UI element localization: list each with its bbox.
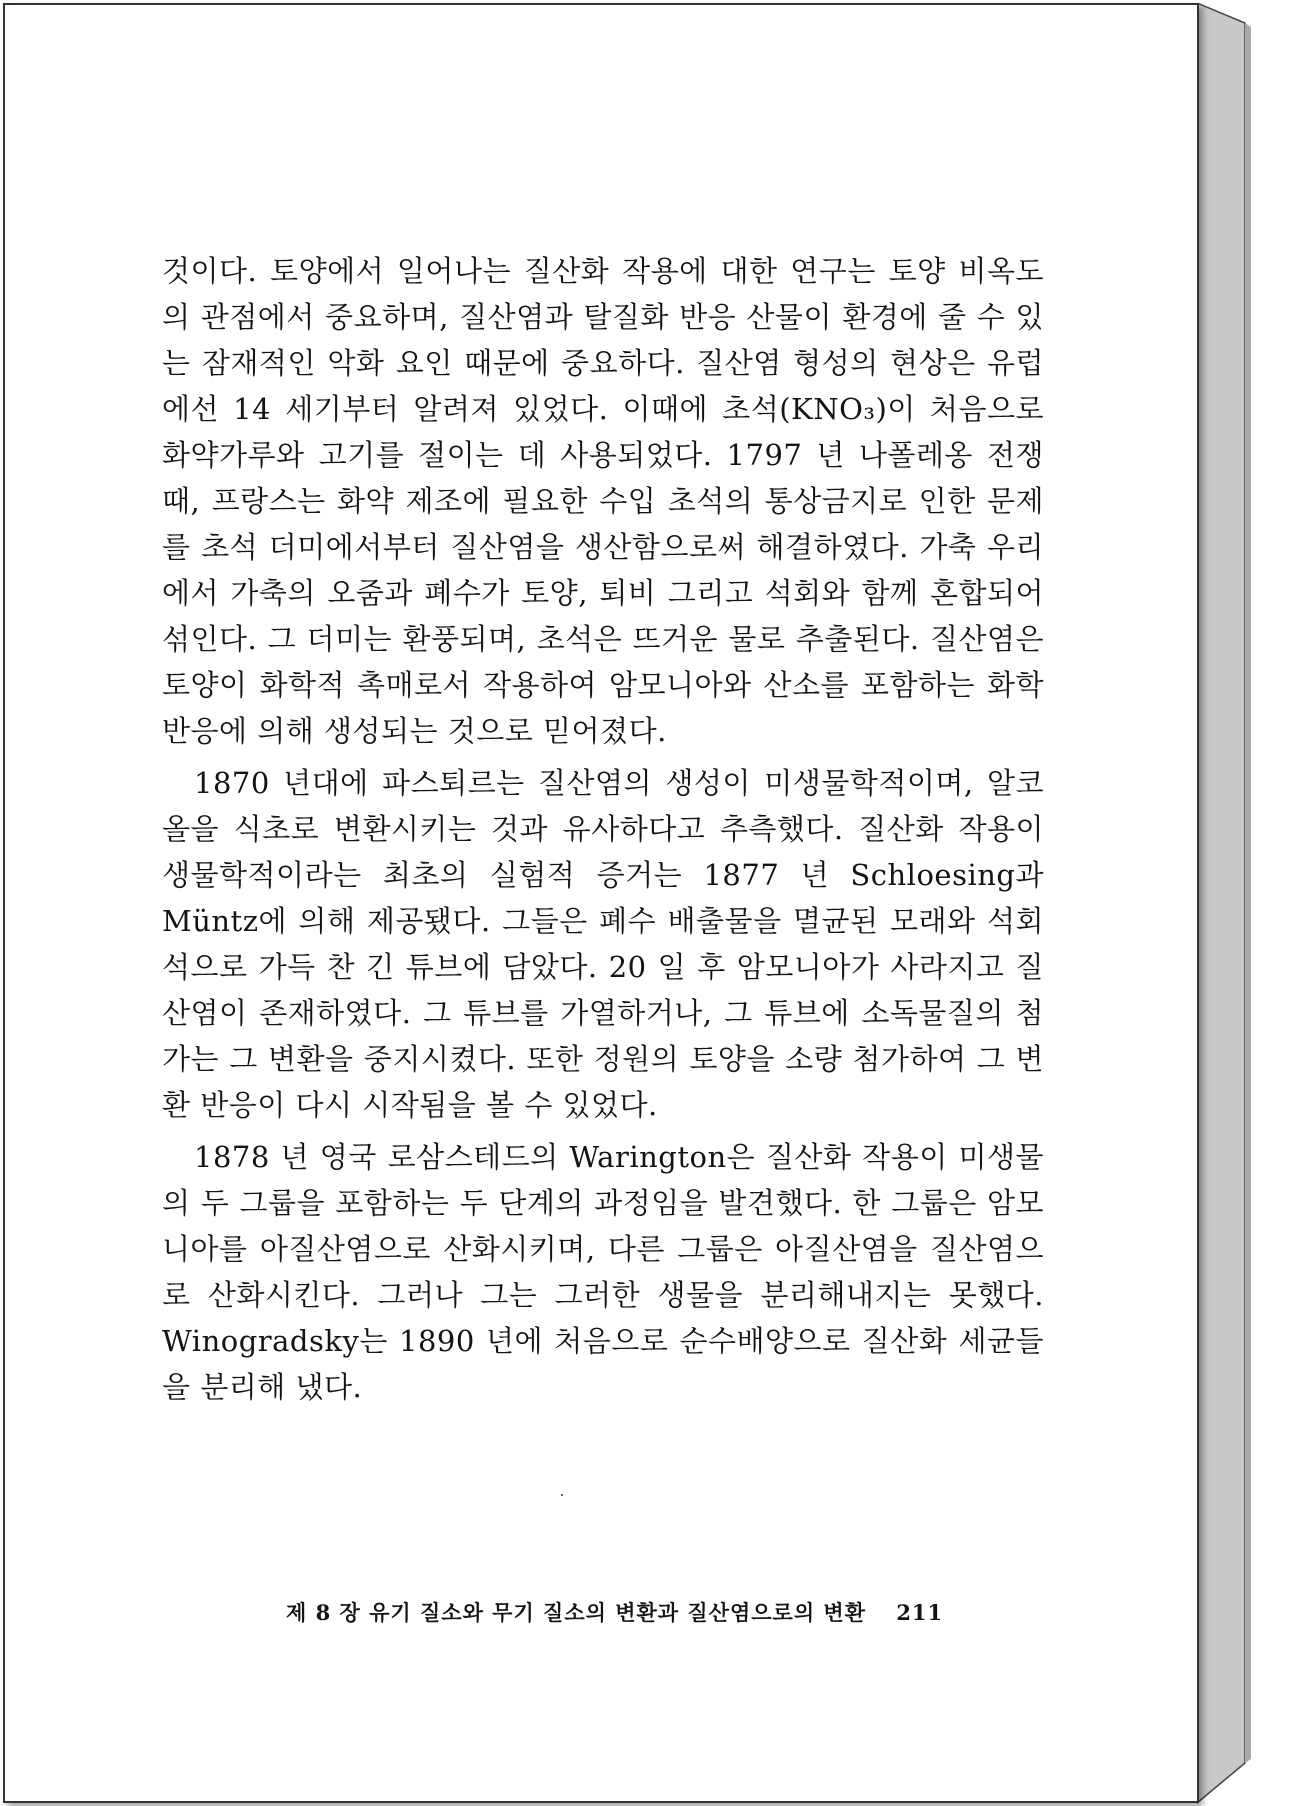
page-number: 211 [896,1600,944,1625]
paragraph-2: 1870 년대에 파스퇴르는 질산염의 생성이 미생물학적이며, 알코올을 식초로 변환시키는 것과 유사하다고 추측했다. 질산화 작용이 생물학적이라는 최초의 실험적 증거는 1877 년 Schloesing과 Müntz에 의해 제공됐다. 그들은 폐수 배출물을 멸균된 모래와 석회석으로 가득 찬 긴 튜브에 담았다. 20 일 후 암모니아가 사라지고 질산염이 존재하였다. 그 튜브를 가열하거나, 그 튜브에 소독물질의 첨가는 그 변환을 중지시켰다. 또한 정원의 토양을 소량 첨가하여 그 변환 반응이 다시 시작됨을 볼 수 있었다. [162,766,1044,1122]
speck-mark [561,1494,563,1496]
running-title: 제 8 장 유기 질소와 무기 질소의 변환과 질산염으로의 변환 [286,1600,866,1625]
paragraph-3: 1878 년 영국 로삼스테드의 Warington은 질산화 작용이 미생물의 두 그룹을 포함하는 두 단계의 과정임을 발견했다. 한 그룹은 암모니아를 아질산염으로 산화시키며, 다른 그룹은 아질산염을 질산염으로 산화시킨다. 그러나 그는 그러한 생물을 분리해내지는 못했다. Winogradsky는 1890 년에 처음으로 순수배양으로 질산화 세균들을 분리해 냈다. [162,1140,1044,1404]
book-spine-edge [1197,3,1298,1806]
page-footer [286,1597,1016,1627]
paragraph-1: 것이다. 토양에서 일어나는 질산화 작용에 대한 연구는 토양 비옥도의 관점에서 중요하며, 질산염과 탈질화 반응 산물이 환경에 줄 수 있는 잠재적인 악화 요인 때문에 중요하다. 질산염 형성의 현상은 유럽에선 14 세기부터 알려져 있었다. 이때에 초석(KNO₃)이 처음으로 화약가루와 고기를 절이는 데 사용되었다. 1797 년 나폴레옹 전쟁 때, 프랑스는 화약 제조에 필요한 수입 초석의 통상금지로 인한 문제를 초석 더미에서부터 질산염을 생산함으로써 해결하였다. 가축 우리에서 가축의 오줌과 폐수가 토양, 퇴비 그리고 석회와 함께 혼합되어 섞인다. 그 더미는 환풍되며, 초석은 뜨거운 물로 추출된다. 질산염은 토양이 화학적 촉매로서 작용하여 암모니아와 산소를 포함하는 화학반응에 의해 생성되는 것으로 믿어졌다. [162,254,1044,748]
body-text [162,248,1044,1416]
